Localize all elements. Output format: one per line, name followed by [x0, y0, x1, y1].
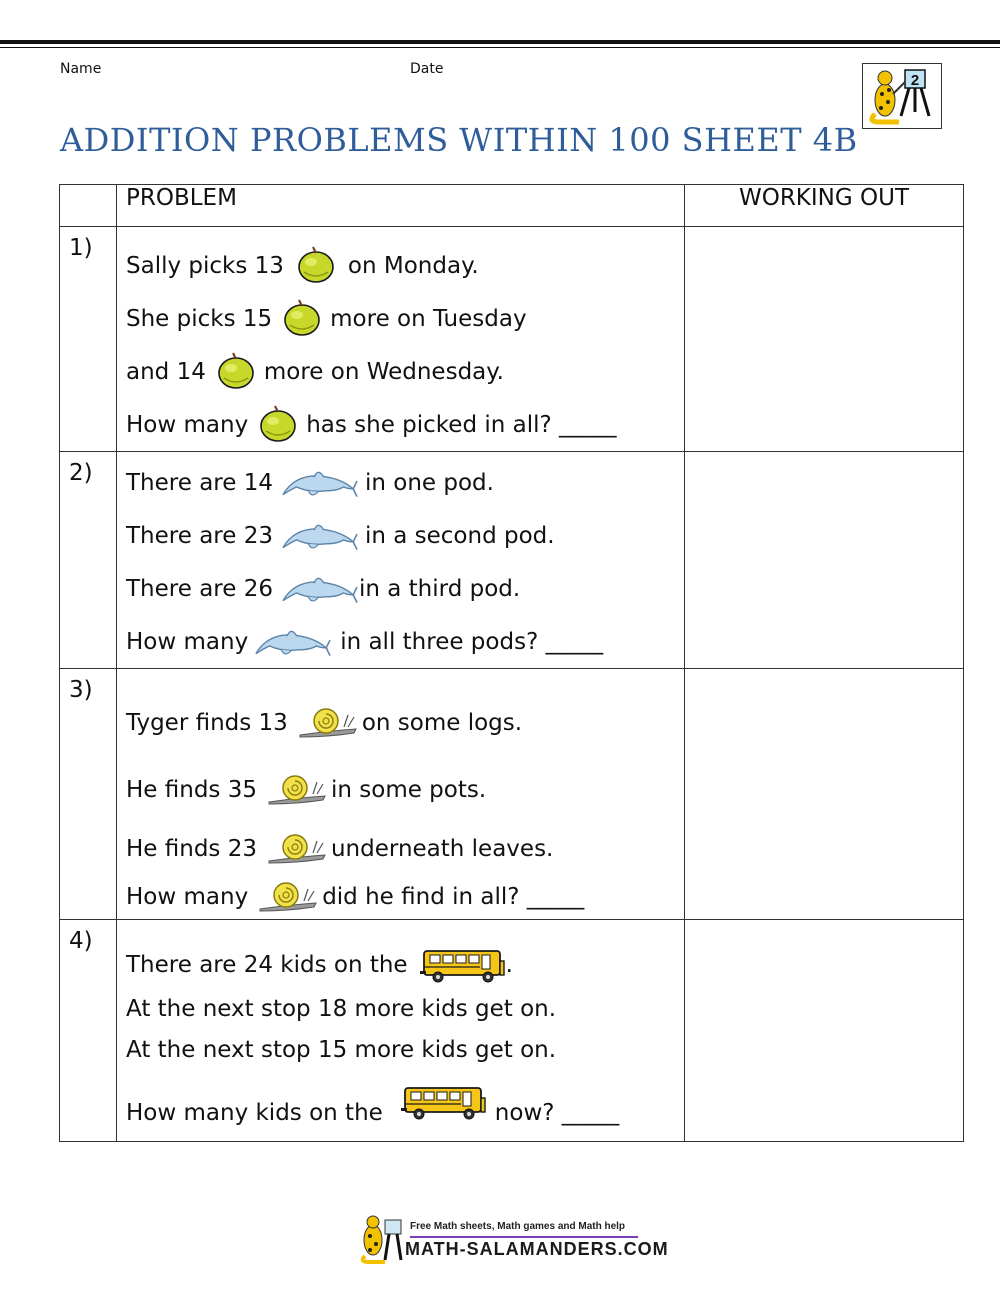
page-title: ADDITION PROBLEMS WITHIN 100 SHEET 4B: [60, 121, 858, 159]
problem-text-cell: [117, 920, 685, 1142]
apple-icon: [258, 405, 298, 445]
problem-line: At the next stop 15 more kids get on.: [126, 1036, 557, 1063]
footer-site-name[interactable]: MATH-SALAMANDERS.COM: [405, 1239, 669, 1259]
school-bus-icon: [399, 1084, 487, 1120]
problem-row-4: [60, 920, 964, 1142]
footer-tagline: Free Math sheets, Math games and Math help: [410, 1221, 626, 1232]
working-out-cell[interactable]: [685, 669, 964, 920]
problems-table: [59, 184, 964, 1142]
date-label: Date: [410, 61, 444, 77]
grade-number: 2: [910, 72, 920, 89]
problem-line: There are 23 in a second pod.: [126, 509, 684, 562]
school-bus-icon: [418, 947, 506, 983]
problem-line: How many in all three pods? _____: [126, 615, 684, 668]
dolphin-icon: [252, 624, 332, 660]
salamander-teacher-icon: [863, 64, 941, 128]
snail-icon: [267, 833, 327, 865]
problem-line: Sally picks 13 on Monday.: [126, 239, 684, 292]
working-out-cell[interactable]: [685, 452, 964, 669]
problem-line: There are 14 in one pod.: [126, 456, 684, 509]
problem-text-cell: [117, 227, 685, 452]
problem-number: 2): [60, 452, 117, 669]
problem-number: 3): [60, 669, 117, 920]
problem-line: There are 24 kids on the .: [126, 942, 684, 988]
table-header-row: [60, 185, 964, 227]
problem-line: Tyger finds 13 on some logs.: [126, 689, 684, 756]
header-number-cell: [60, 185, 117, 227]
working-out-cell[interactable]: [685, 920, 964, 1142]
problem-text-cell: [117, 669, 685, 920]
snail-icon: [298, 707, 358, 739]
apple-icon: [282, 299, 322, 339]
problem-line: How many did he find in all? _____: [126, 875, 684, 919]
problem-line: How many has she picked in all? _____: [126, 398, 684, 451]
name-label: Name: [60, 61, 102, 77]
salamander-logo-icon: [355, 1214, 405, 1264]
grade-logo: [862, 63, 942, 129]
top-rule-thin: [0, 47, 1000, 48]
footer-divider: [410, 1236, 638, 1238]
problem-line: At the next stop 18 more kids get on.: [126, 995, 557, 1022]
problem-line: How many kids on the now? _____: [126, 1070, 684, 1130]
problem-row-2: [60, 452, 964, 669]
problem-text-cell: [117, 452, 685, 669]
dolphin-icon: [279, 465, 359, 501]
working-out-cell[interactable]: [685, 227, 964, 452]
problem-row-3: [60, 669, 964, 920]
problem-number: 4): [60, 920, 117, 1142]
apple-icon: [216, 352, 256, 392]
snail-icon: [267, 774, 327, 806]
dolphin-icon: [279, 571, 359, 607]
problem-number: 1): [60, 227, 117, 452]
problem-line: He finds 23 underneath leaves.: [126, 823, 684, 875]
problem-line: and 14 more on Wednesday.: [126, 345, 684, 398]
problem-line: There are 26 in a third pod.: [126, 562, 684, 615]
dolphin-icon: [279, 518, 359, 554]
header-problem: PROBLEM: [117, 185, 685, 227]
top-rule: [0, 40, 1000, 44]
header-working-out: WORKING OUT: [685, 185, 964, 227]
problem-row-1: [60, 227, 964, 452]
snail-icon: [258, 881, 318, 913]
apple-icon: [296, 246, 336, 286]
problem-line: She picks 15 more on Tuesday: [126, 292, 684, 345]
problem-line: He finds 35 in some pots.: [126, 756, 684, 823]
